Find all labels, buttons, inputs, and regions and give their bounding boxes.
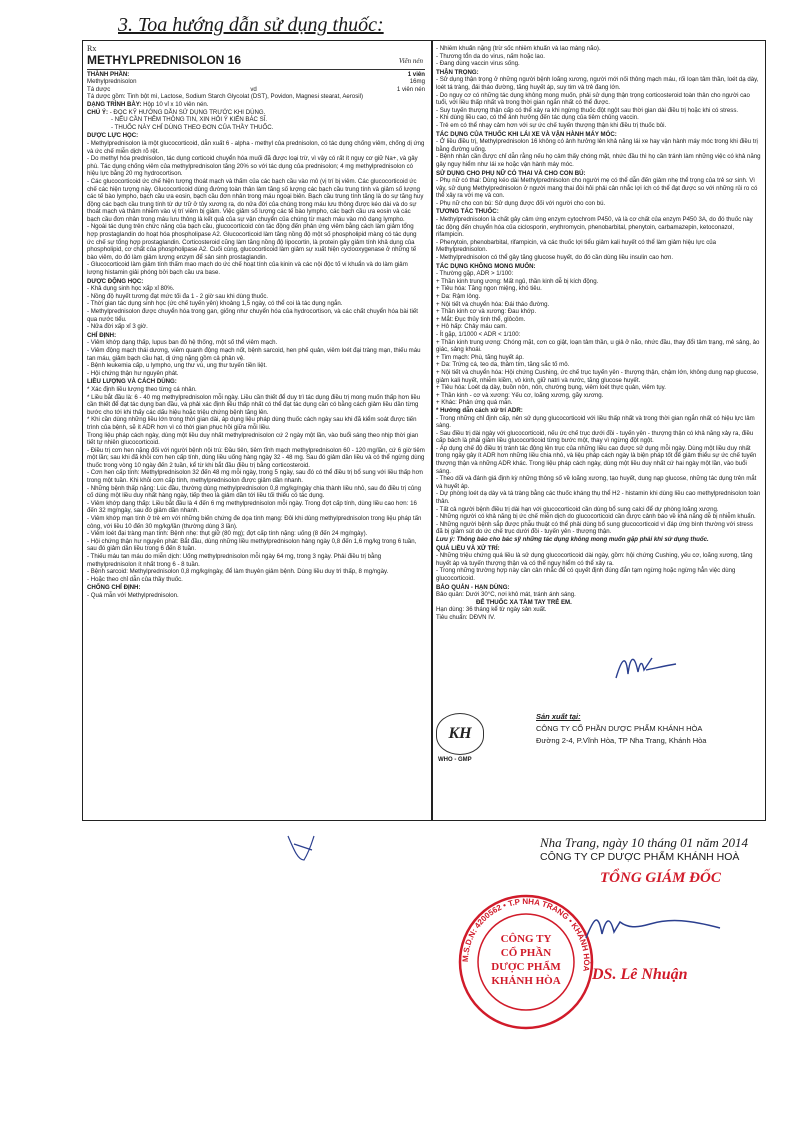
stamp-line-4: KHÁNH HÒA bbox=[491, 975, 561, 987]
manufacturer-block bbox=[436, 713, 761, 817]
notice-1: - ĐỌC KỸ HƯỚNG DẪN SỬ DỤNG TRƯỚC KHI DÙNG. bbox=[109, 108, 266, 116]
ind-3: - Bệnh leukemia cấp, u lympho, ung thư vú, ung thư tuyến tiền liệt. bbox=[87, 362, 267, 370]
drive-1: - Ở liều điều trị, Methylprednisolon 16 không có ảnh hưởng lên khả năng lái xe hay vận hành máy móc trong khi điều trị bằng đường uống. bbox=[436, 138, 758, 153]
who-gmp-label: WHO - GMP bbox=[438, 757, 472, 763]
ae-head: TÁC DỤNG KHÔNG MONG MUỐN: bbox=[436, 262, 536, 270]
pk-1: - Khả dụng sinh học xấp xỉ 80%. bbox=[87, 285, 175, 293]
preg-2: - Phụ nữ cho con bú: Sử dụng được đối với người cho con bú. bbox=[436, 199, 606, 207]
ind-1: - Viêm khớp dạng thấp, lupus ban đỏ hệ thống, một số thể viêm mạch. bbox=[87, 339, 278, 347]
dose-10: - Viêm loét đại tràng mạn tính: Bệnh nhẹ: thụt giữ (80 mg); đợt cấp tính nặng: uống (8 đến 24 mg/ngày). bbox=[87, 530, 368, 538]
ae-2: + Thần kinh trung ương: Mất ngủ, thần kinh dễ bị kích động. bbox=[436, 277, 599, 285]
adr-2: - Sau điều trị dài ngày với glucocorticoid, nếu ức chế trục dưới đồi - tuyến yên - thượng thận có khả năng xảy ra, điều cấp bách là phải giảm liều glucocorticoid từng bước một, thay vì ngừng đột ngột. bbox=[436, 429, 754, 445]
warn-1: - Sử dụng thận trọng ở những người bệnh loãng xương, người mới nối thông mạch máu, rối loạn tâm thần, loét dạ dày, loét tá tràng, đái tháo đường, tăng huyết áp, suy tim và trẻ đang lớn. bbox=[436, 76, 759, 91]
ci-3: - Thương tổn da do virus, nấm hoặc lao. bbox=[436, 52, 545, 60]
ae-16: + Khác: Phản ứng quá mẫn. bbox=[436, 399, 513, 407]
drive-2: - Bệnh nhân cần được chỉ dẫn rằng nếu họ cảm thấy chóng mặt, nhức đầu thì họ cần tránh làm những việc có khả năng gây nguy hiểm như lái xe hoặc vận hành máy móc. bbox=[436, 153, 761, 168]
adr-3: - Áp dụng chế độ điều trị tránh tác động lên trục của những liều cao được sử dụng mỗi ngày. Dùng một liều duy nhất trong ngày gây ít ADR hơn những liều chia nhỏ, và liệu pháp cách ngày là biện pháp tốt để giảm thiểu sự ức chế tuyến thượng thận và những ADR khác. Trong liệu pháp cách ngày, dùng một liều duy nhất cứ hai ngày một lần, vào buổi sáng. bbox=[436, 444, 757, 475]
ind-head: CHỈ ĐỊNH: bbox=[87, 331, 117, 339]
adr-8: - Những người bệnh sắp được phẫu thuật có thể phải dùng bổ sung glucocorticoid vì đáp ứng bình thường với stress đã bị giảm sút do ức chế trục dưới đồi - tuyến yên - thượng thận. bbox=[436, 520, 753, 536]
pk-3: - Thời gian tác dụng sinh học (ức chế tuyến yên) khoảng 1,5 ngày, có thể coi là tác dụng ngắn. bbox=[87, 300, 343, 308]
dose-7: - Những bệnh thấp nặng: Lúc đầu, thường dùng methylprednisolon 0,8 mg/kg/ngày chia thành liều nhỏ, sau đó điều trị củng cố dùng một liều duy nhất hàng ngày, tiếp theo là giảm dần tới liều tối thiểu có tác dụng. bbox=[87, 484, 421, 500]
standard: Tiêu chuẩn: DĐVN IV. bbox=[436, 613, 496, 621]
composition-qty: 1 viên bbox=[407, 70, 425, 78]
ind-2: - Viêm động mạch thái dương, viêm quanh động mạch nốt, bệnh sarcoid, hen phế quản, viêm loét đại tràng mạn, thiếu máu tan máu, giảm bạch cầu hạt, dị ứng nặng gồm cả phản vệ. bbox=[87, 346, 421, 362]
pd-1: - Methylprednisolon là một glucocorticoid, dẫn xuất 6 - alpha - methyl của prednisolon, có tác dụng chống viêm, chống dị ứng và ức chế miễn dịch rõ rệt. bbox=[87, 139, 425, 155]
excipient-mid: vd bbox=[250, 85, 257, 93]
ae-4: + Da: Rậm lông. bbox=[436, 293, 481, 300]
warn-5: - Trẻ em có thể nhạy cảm hơn với sự ức chế tuyến thượng thận khi điều trị thuốc bôi. bbox=[436, 121, 667, 129]
pd-2: - Do methyl hóa prednisolon, tác dụng corticoid chuyển hóa muối đã được loại trừ, vì vậy có rất ít nguy cơ giữ Na+, và gây phù. Tác dụng chống viêm của methylprednisolon tăng 20% so với tác dụng của prednisolon; 4 mg methylprednisolon có hiệu lực bằng 20 mg hydrocortison. bbox=[87, 155, 418, 178]
notice-head: CHÚ Ý: bbox=[87, 108, 108, 116]
dose-head: LIỀU LƯỢNG VÀ CÁCH DÙNG: bbox=[87, 378, 177, 386]
initial-mark-icon bbox=[284, 830, 318, 866]
pk-5: - Nửa đời xấp xỉ 3 giờ. bbox=[87, 323, 148, 331]
ae-8: + Hô hấp: Chảy máu cam. bbox=[436, 323, 507, 331]
int-3: - Methylprednisolon có thể gây tăng glucose huyết, do đó cần dùng liều insulin cao hơn. bbox=[436, 254, 674, 262]
od-1: - Những triệu chứng quá liều là sử dụng glucocorticoid dài ngày, gồm: hội chứng Cushing, yếu cơ, loãng xương, tăng huyết áp và tuyến thượng thận và có thể nguy hiểm có thể xảy ra. bbox=[436, 552, 753, 567]
adr-5: - Dự phòng loét dạ dày và tá tràng bằng các thuốc kháng thụ thể H2 - histamin khi dùng liều cao methylprednisolon toàn thân. bbox=[436, 490, 761, 506]
adr-7: - Những người có khả năng bị ức chế miễn dịch do glucocorticoid cần được cảnh báo về khả năng dễ bị nhiễm khuẩn. bbox=[436, 513, 756, 521]
adr-1: - Trong những chỉ định cấp, nên sử dụng glucocorticoid với liều thấp nhất và trong thời gian ngắn nhất có hiệu lực lâm sàng. bbox=[436, 414, 755, 430]
page-heading: 3. Toa hướng dẫn sử dụng thuốc: bbox=[118, 14, 384, 36]
dose-4: Trong liệu pháp cách ngày, dùng một liều duy nhất methylprednisolon cứ 2 ngày một lần, vào buổi sáng theo nhịp thời gian tiết tự nhiên glucocorticoid. bbox=[87, 431, 419, 447]
pd-5: - Glucocorticoid làm giảm tính thấm mao mạch do ức chế hoạt tính của kinin và các nội độc tố vi khuẩn và do làm giảm lượng histamin giải phóng bởi bạch cầu ưa base. bbox=[87, 261, 408, 277]
ae-7: + Mắt: Đục thủy tinh thể, glôcôm. bbox=[436, 315, 526, 323]
stamp-line-3: DƯỢC PHẨM bbox=[491, 961, 561, 973]
store-2: ĐỂ THUỐC XA TẦM TAY TRẺ EM. bbox=[476, 598, 572, 606]
warn-4: - Khi dùng liều cao, có thể ảnh hưởng đến tác dụng của tiêm chủng vaccin. bbox=[436, 114, 639, 122]
leaflet-right-column bbox=[436, 45, 761, 705]
int-2: - Phenytoin, phenobarbital, rifampicin, và các thuốc lợi tiểu giảm kali huyết có thể làm giảm hiệu lực của Methylprednisolon. bbox=[436, 238, 717, 254]
brand-name: METHYLPREDNISOLON 16 bbox=[87, 52, 242, 67]
excipient-qty: 1 viên nén bbox=[396, 85, 425, 93]
int-1: - Methylprednisolon là chất gây cảm ứng enzym cytochrom P450, và là cơ chất của enzym P450 3A, do đó thuốc này tác động đến chuyển hóa của ciclosporin, erythromycin, phenobarbital, phenytoin, carbamazepin, ketoconazol, rifampicin. bbox=[436, 216, 753, 239]
ind-4: - Hội chứng thận hư nguyên phát. bbox=[87, 369, 179, 377]
date-line: Nha Trang, ngày 10 tháng 01 năm 2014 bbox=[540, 835, 749, 850]
pd-3: - Các glucocorticoid ức chế hiện tượng thoát mạch và thấm của các bạch cầu vào mô (vị trí bị viêm. Các glucocorticoid ức chế các hiện tượng này. Glucocorticoid dùng đường toàn thân làm tăng số lượng các bạch cầu trung tính và giảm số lượng các tế bào lympho, bạch cầu ưa eosin, bạch cầu đơn nhân trong máu ngoại biên. Bạch cầu trung tính tăng là do sự tăng huy động các bạch cầu trung tính từ dự trữ ở tủy xương ra, do nửa đời của chúng trong máu lưu thông được kéo dài và do sự thoát mạch và thâm nhiễm vào vị trí viêm bị giảm. Việc giảm số lượng các tế bào lympho, các bạch cầu ưa eosin và các bạch cầu đơn nhân trong máu lưu thông là kết quả của sự vận chuyển của chúng từ mạch máu vào mô dạng lympho. bbox=[87, 177, 424, 223]
composition-head: THÀNH PHẦN: bbox=[87, 70, 130, 78]
column-divider bbox=[431, 40, 433, 821]
ci-4: - Đang dùng vaccin virus sống. bbox=[436, 60, 520, 68]
store-1: Bảo quản: Dưới 30°C, nơi khô mát, tránh ánh sáng. bbox=[436, 591, 576, 599]
od-2: - Trong những trường hợp này cần cân nhắc để có quyết định đúng đắn tạm ngừng hoặc ngừng hẳn việc dùng glucocorticoid. bbox=[436, 567, 736, 582]
company-line: CÔNG TY CP DƯỢC PHẨM KHÁNH HOÀ bbox=[540, 851, 740, 863]
mfg-title: Sản xuất tại: bbox=[536, 712, 581, 721]
adr-head: * Hướng dẫn cách xử trí ADR: bbox=[436, 406, 523, 414]
stamp-line-2: CỔ PHẦN bbox=[500, 947, 552, 959]
adr-6: - Tất cả người bệnh điều trị dài hạn với glucocorticoid cần dùng bổ sung calci để dự phòng loãng xương. bbox=[436, 505, 719, 513]
dose-13: - Bệnh sarcoid: Methylprednisolon 0,8 mg/kg/ngày, để làm thuyên giảm bệnh. Dùng liều duy trì thấp, 8 mg/ngày. bbox=[87, 568, 389, 576]
director-title: TỔNG GIÁM ĐỐC bbox=[600, 870, 721, 886]
ae-10: + Thần kinh trung ương: Chóng mặt, cơn co giật, loạn tâm thần, u giả ở não, nhức đầu, thay đổi tâm trạng, mê sảng, ảo giác, sảng khoái. bbox=[436, 338, 760, 354]
form-head: DẠNG TRÌNH BÀY: bbox=[87, 100, 142, 108]
stamp-ring-text: M.S.D.N: 4200562 • T.P NHA TRANG • KHÁNH HÒA bbox=[460, 896, 592, 973]
company-logo-icon bbox=[436, 713, 484, 755]
ae-3: + Tiêu hóa: Tăng ngon miệng, khó tiêu. bbox=[436, 285, 542, 293]
tagline: Viên nén bbox=[398, 57, 423, 65]
dose-2: * Liều bắt đầu là: 6 - 40 mg methylprednisolon mỗi ngày. Liều cần thiết để duy trì tác dụng điều trị mong muốn thấp hơn liều cần thiết để đạt tác dụng ban đầu, và phải xác định liều thấp nhất có thể đạt tác dụng cần có bằng cách giảm liều dần từng bước cho tới khi thấy các dấu hiệu hoặc triệu chứng bệnh tăng lên. bbox=[87, 393, 421, 416]
dose-9: - Viêm khớp mạn tính ở trẻ em với những biến chứng đe dọa tính mạng: Đôi khi dùng methylprednisolon trong liệu pháp tấn công, với liều 10 đến 30 mg/kg/lần (thường dùng 3 lần). bbox=[87, 515, 422, 530]
adr-note: Lưu ý: Thông báo cho bác sỹ những tác dụng không mong muốn gặp phải khi sử dụng thuốc. bbox=[436, 536, 709, 543]
logo-mark: KH bbox=[448, 725, 472, 742]
warn-head: THẬN TRỌNG: bbox=[436, 68, 479, 76]
pk-head: DƯỢC ĐỘNG HỌC: bbox=[87, 277, 144, 285]
pk-2: - Nồng độ huyết tương đạt mức tối đa 1 - 2 giờ sau khi dùng thuốc. bbox=[87, 292, 269, 300]
ae-15: + Thần kinh - cơ và xương: Yếu cơ, loãng xương, gãy xương. bbox=[436, 391, 604, 399]
drive-head: TÁC DỤNG CỦA THUỐC KHI LÁI XE VÀ VẬN HÀNH MÁY MÓC: bbox=[436, 130, 617, 138]
int-head: TƯƠNG TÁC THUỐC: bbox=[436, 208, 499, 216]
dose-11: - Hội chứng thận hư nguyên phát: Bắt đầu, dùng những liều methylprednisolon hàng ngày 0,8 đến 1,6 mg/kg trong 6 tuần, sau đó giảm dần liều trong 6 đến 8 tuần. bbox=[87, 537, 417, 553]
mfg-name: CÔNG TY CỔ PHẦN DƯỢC PHẨM KHÁNH HÒA bbox=[536, 724, 703, 733]
od-head: QUÁ LIỀU VÀ XỬ TRÍ: bbox=[436, 544, 500, 552]
preg-1: - Phụ nữ có thai: Dùng kéo dài Methylprednisolon cho người mẹ có thể dẫn đến giảm nhẹ thể trọng của trẻ sơ sinh. Vì vậy, sử dụng Methylprednisolon ở người mang thai đòi hỏi phải cân nhắc lợi ích có thể đạt được so với những rủi ro có thể xảy ra với mẹ và con. bbox=[436, 177, 758, 200]
dose-3: * Khi cần dùng những liều lớn trong thời gian dài, áp dụng liệu pháp dùng thuốc cách ngày sau khi đã kiểm soát được tiến trình của bệnh, sẽ ít ADR hơn vì có thời gian phục hồi giữa mỗi liều. bbox=[87, 416, 417, 431]
store-3: Hạn dùng: 36 tháng kể từ ngày sản xuất. bbox=[436, 606, 547, 614]
leaflet-frame bbox=[82, 40, 766, 821]
dose-6: - Cơn hen cấp tính: Methylprednisolon 32 đến 48 mg mỗi ngày, trong 5 ngày, sau đó có thể điều trị bổ sung với liều thấp hơn trong một tuần. Khi khỏi cơn cấp tính, methylprednisolon được giảm dần nhanh. bbox=[87, 469, 423, 485]
ci-head: CHỐNG CHỈ ĐỊNH: bbox=[87, 584, 141, 592]
signer-name: DS. Lê Nhuận bbox=[592, 966, 688, 983]
ci-1: - Quá mẫn với Methylprednisolon. bbox=[87, 591, 179, 599]
pd-4: - Ngoài tác dụng trên chức năng của bạch cầu, glucocorticoid còn tác động đến phản ứng viêm bằng cách làm giảm tổng hợp prostaglandin do hoạt hóa phospholipase A2. Glucocorticoid làm tăng nồng độ một số phospholipid màng có tác dụng ức chế sự tổng hợp prostaglandin. Corticosteroid cũng làm tăng nồng độ lipocortin, là protein gây giảm tính khả dụng của phospholipid, cơ chất của phospholipase A2. Cuối cùng, glucocorticoid làm giảm sự xuất hiện cyclooxygenase ở những tế bào viêm, do đó làm giảm lượng enzym để sản sinh prostaglandin. bbox=[87, 223, 417, 261]
warn-2: - Do nguy cơ có những tác dụng không mong muốn, phải sử dụng thận trọng corticosteroid toàn thân cho người cao tuổi, với liều thấp nhất và trong thời gian ngắn nhất có thể được. bbox=[436, 91, 750, 107]
ae-13: + Nội tiết và chuyển hóa: Hội chứng Cushing, ức chế trục tuyến yên - thượng thận, chậm lớn, không dung nạp glucose, giảm kali huyết, nhiễm kiềm, vô kinh, giữ natri và nước, tăng glucose huyết. bbox=[436, 368, 759, 384]
active-qty: 16mg bbox=[409, 78, 425, 86]
ae-6: + Thần kinh cơ và xương: Đau khớp. bbox=[436, 308, 537, 316]
ae-9: - Ít gặp, 1/1000 < ADR < 1/100: bbox=[436, 330, 521, 338]
mfg-address: Đường 2-4, P.Vĩnh Hòa, TP Nha Trang, Khánh Hòa bbox=[536, 736, 707, 745]
ae-12: + Da: Trứng cá, teo da, thâm tím, tăng sắc tố mô. bbox=[436, 361, 570, 369]
preg-head: SỬ DỤNG CHO PHỤ NỮ CÓ THAI VÀ CHO CON BÚ: bbox=[436, 169, 586, 177]
director-signature-icon bbox=[580, 898, 730, 958]
signature-block bbox=[540, 836, 748, 864]
ae-5: + Nội tiết và chuyển hóa: Đái tháo đường. bbox=[436, 300, 550, 308]
warn-3: - Suy tuyến thượng thận cấp có thể xảy ra khi ngừng thuốc đột ngột sau thời gian dài điều trị hoặc khi có stress. bbox=[436, 106, 739, 114]
form-text: Hộp 10 vỉ x 10 viên nén. bbox=[143, 100, 209, 108]
dose-14: - Hoặc theo chỉ dẫn của thầy thuốc. bbox=[87, 575, 183, 583]
dose-8: - Viêm khớp dạng thấp: Liều bắt đầu là 4 đến 6 mg methylprednisolon mỗi ngày. Trong đợt cấp tính, dùng liều cao hơn: 16 đến 32 mg/ngày, sau đó giảm dần nhanh. bbox=[87, 499, 417, 515]
store-head: BẢO QUẢN - HẠN DÙNG: bbox=[436, 583, 510, 591]
ae-14: + Tiêu hóa: Loét dạ dày, buồn nôn, nôn, chướng bụng, viêm loét thực quản, viêm tụy. bbox=[436, 384, 666, 392]
rx-mark: Rx bbox=[87, 45, 97, 53]
ae-11: + Tim mạch: Phù, tăng huyết áp. bbox=[436, 353, 524, 361]
adr-4: - Theo dõi và đánh giá định kỳ những thông số về loãng xương, tạo huyết, dung nạp glucose, những tác dụng trên mắt và huyết áp. bbox=[436, 475, 757, 490]
notice-2: - NẾU CẦN THÊM THÔNG TIN, XIN HỎI Ý KIẾN BÁC SĨ. bbox=[111, 116, 268, 124]
excipient-list: Tá dược gồm: Tinh bột mì, Lactose, Sodium Starch Glycolat (DST), Povidon, Magnesi stearat, Aerosil) bbox=[87, 93, 363, 101]
pk-4: - Methylprednisolon được chuyển hóa trong gan, giống như chuyển hóa của hydrocortison, và các chất chuyển hóa bài tiết qua nước tiểu. bbox=[87, 308, 418, 323]
leaflet-signature-icon bbox=[612, 648, 682, 688]
dose-1: * Xác định liều lượng theo từng cá nhân. bbox=[87, 385, 197, 393]
stamp-line-1: CÔNG TY bbox=[500, 933, 552, 945]
ae-1: - Thường gặp, ADR > 1/100: bbox=[436, 270, 514, 278]
excipient-label: Tá dược bbox=[87, 85, 111, 93]
company-stamp-icon bbox=[456, 892, 596, 1032]
notice-3: - THUỐC NÀY CHỈ DÙNG THEO ĐƠN CỦA THẦY THUỐC. bbox=[111, 123, 274, 131]
pd-head: DƯỢC LỰC HỌC: bbox=[87, 132, 139, 140]
leaflet-left-column bbox=[87, 45, 425, 817]
ci-2: - Nhiễm khuẩn nặng (trừ sốc nhiễm khuẩn và lao màng não). bbox=[436, 45, 601, 52]
dose-12: - Thiếu máu tan máu do miễn dịch: Uống methylprednisolon mỗi ngày 64 mg, trong 3 ngày. Phải điều trị bằng methylprednisolon ít nhất trong 6 - 8 tuần. bbox=[87, 553, 382, 568]
active-name: Methylprednisolon bbox=[87, 78, 137, 86]
dose-5: - Điều trị cơn hen nặng đối với người bệnh nội trú: Đầu tiên, tiêm tĩnh mạch methylprednisolon 60 - 120 mg/lần, cứ 6 giờ tiêm một lần; sau khi đã khỏi cơn hen cấp tính, dùng liều uống hàng ngày 32 - 48 mg. Sau đó giảm dần liều và có thể ngừng dùng thuốc trong vòng 10 ngày đến 2 tuần, kể từ khi bắt đầu điều trị bằng corticosteroid. bbox=[87, 446, 425, 469]
